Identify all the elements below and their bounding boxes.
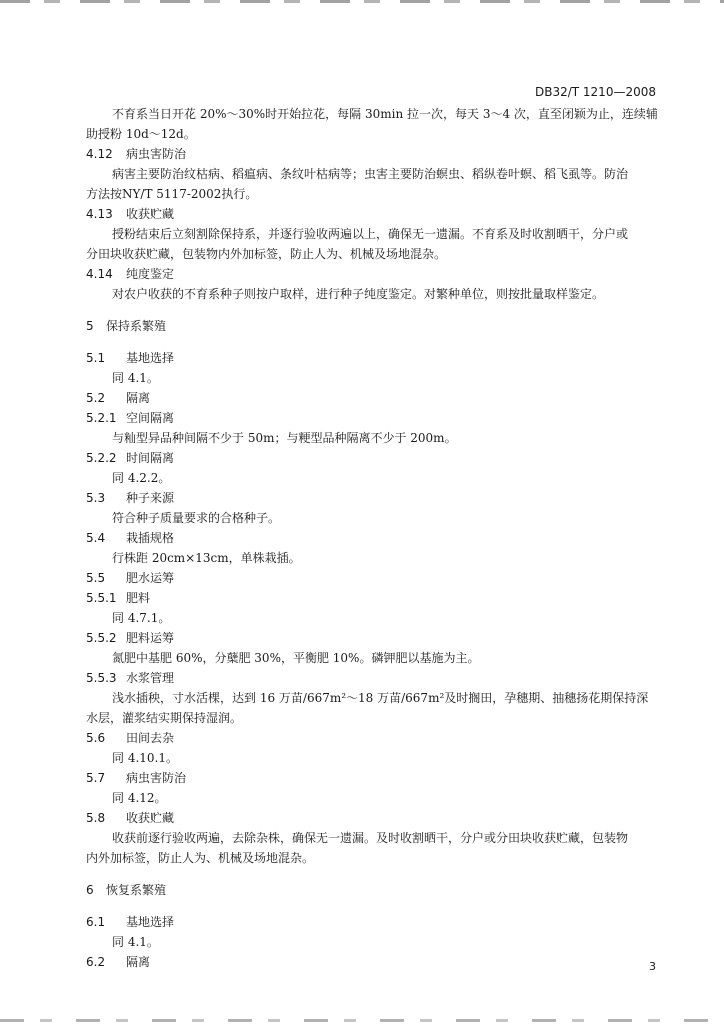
heading-number: 4.12 [86,147,113,161]
heading-title: 基地选择 [126,915,175,929]
paragraph-5-5-2: 氮肥中基肥 60%，分蘖肥 30%，平衡肥 10%。磷钾肥以基施为主。 [112,651,480,665]
heading-number: 5 [86,319,94,333]
heading-title: 纯度鉴定 [126,267,175,281]
heading-number: 5.5.2 [86,631,117,645]
heading-5-5-2 [86,630,666,646]
heading-5-5-1 [86,590,666,606]
heading-number: 5.2.1 [86,411,117,425]
paragraph-6-1: 同 4.1。 [112,935,159,949]
heading-number: 4.14 [86,267,113,281]
heading-title: 肥料运筹 [126,631,175,645]
heading-title: 空间隔离 [126,411,175,425]
paragraph-5-3: 符合种子质量要求的合格种子。 [112,511,281,525]
heading-title: 田间去杂 [126,731,175,745]
heading-number: 5.3 [86,491,106,505]
heading-title: 肥料 [126,591,151,605]
heading-title: 水浆管理 [126,671,175,685]
heading-title: 时间隔离 [126,451,175,465]
heading-number: 5.5 [86,571,106,585]
heading-number: 5.1 [86,351,106,365]
paragraph-4-13: 授粉结束后立刻割除保持系，并逐行验收两遍以上，确保无一遗漏。不育系及时收割晒干，分户或 [112,227,629,241]
heading-5-5 [86,570,666,586]
heading-6-1 [86,914,666,930]
paragraph-5-2-2: 同 4.2.2。 [112,471,171,485]
heading-5-4 [86,530,666,546]
paragraph-5-6: 同 4.10.1。 [112,751,178,765]
paragraph-4-11: 不育系当日开花 20%～30%时开始拉花，每隔 30min 拉一次，每天 3～4 次，直至闭颖为止，连续辅 [112,107,658,121]
heading-title: 病虫害防治 [126,147,187,161]
heading-5-7 [86,770,666,786]
paragraph-5-1: 同 4.1。 [112,371,159,385]
heading-number: 5.4 [86,531,106,545]
heading-number: 6.2 [86,955,106,969]
heading-4-12 [86,146,666,162]
heading-5-2-1 [86,410,666,426]
heading-title: 恢复系繁殖 [106,883,167,897]
heading-5-1 [86,350,666,366]
heading-title: 隔离 [126,391,151,405]
page-number: 3 [649,960,656,973]
heading-6 [86,882,666,898]
heading-title: 隔离 [126,955,151,969]
heading-number: 6 [86,883,94,897]
heading-5-8 [86,810,666,826]
heading-4-13 [86,206,666,222]
paragraph-4-12: 病害主要防治纹枯病、稻瘟病、条纹叶枯病等；虫害主要防治螟虫、稻纵卷叶螟、稻飞虱等。防治 [112,167,629,181]
heading-5-2 [86,390,666,406]
heading-number: 5.7 [86,771,106,785]
paragraph-5-8: 收获前逐行验收两遍，去除杂株，确保无一遗漏。及时收割晒干，分户或分田块收获贮藏，包装物 [112,831,629,845]
heading-title: 保持系繁殖 [106,319,167,333]
document-body [86,106,666,974]
heading-5-3 [86,490,666,506]
paragraph-4-11-cont: 助授粉 10d～12d。 [86,127,196,141]
heading-number: 5.2.2 [86,451,117,465]
heading-5-6 [86,730,666,746]
heading-title: 栽插规格 [126,531,175,545]
paragraph-4-13-cont: 分田块收获贮藏，包装物内外加标签，防止人为、机械及场地混杂。 [86,247,447,261]
heading-5 [86,318,666,334]
heading-5-2-2 [86,450,666,466]
heading-5-5-3 [86,670,666,686]
paragraph-5-5-1: 同 4.7.1。 [112,611,171,625]
heading-number: 5.2 [86,391,106,405]
paragraph-5-5-3: 浅水插秧，寸水活棵，达到 16 万苗/667m²～18 万苗/667m²及时搁田，孕穗期、抽穗扬花期保持深 [112,691,649,705]
paragraph-4-14: 对农户收获的不育系种子则按户取样，进行种子纯度鉴定。对繁种单位，则按批量取样鉴定。 [112,287,605,301]
heading-number: 5.8 [86,811,106,825]
heading-number: 4.13 [86,207,113,221]
heading-6-2 [86,954,666,970]
heading-number: 6.1 [86,915,106,929]
heading-number: 5.5.1 [86,591,117,605]
heading-number: 5.5.3 [86,671,117,685]
paragraph-5-7: 同 4.12。 [112,791,167,805]
scan-bottom-edge [0,1019,724,1022]
paragraph-5-8-cont: 内外加标签，防止人为、机械及场地混杂。 [86,851,315,865]
paragraph-5-2-1: 与籼型异品种间隔不少于 50m；与粳型品种隔离不少于 200m。 [112,431,457,445]
heading-title: 基地选择 [126,351,175,365]
paragraph-4-12-cont: 方法按NY/T 5117-2002执行。 [86,187,258,201]
heading-title: 种子来源 [126,491,175,505]
heading-number: 5.6 [86,731,106,745]
paragraph-5-5-3-cont: 水层，灌浆结实期保持湿润。 [86,711,243,725]
heading-title: 病虫害防治 [126,771,187,785]
heading-title: 肥水运筹 [126,571,175,585]
scan-top-edge [0,0,724,3]
heading-4-14 [86,266,666,282]
heading-title: 收获贮藏 [126,811,175,825]
heading-title: 收获贮藏 [126,207,175,221]
paragraph-5-4: 行株距 20cm×13cm，单株栽插。 [112,551,301,565]
standard-code: DB32/T 1210—2008 [534,85,656,99]
